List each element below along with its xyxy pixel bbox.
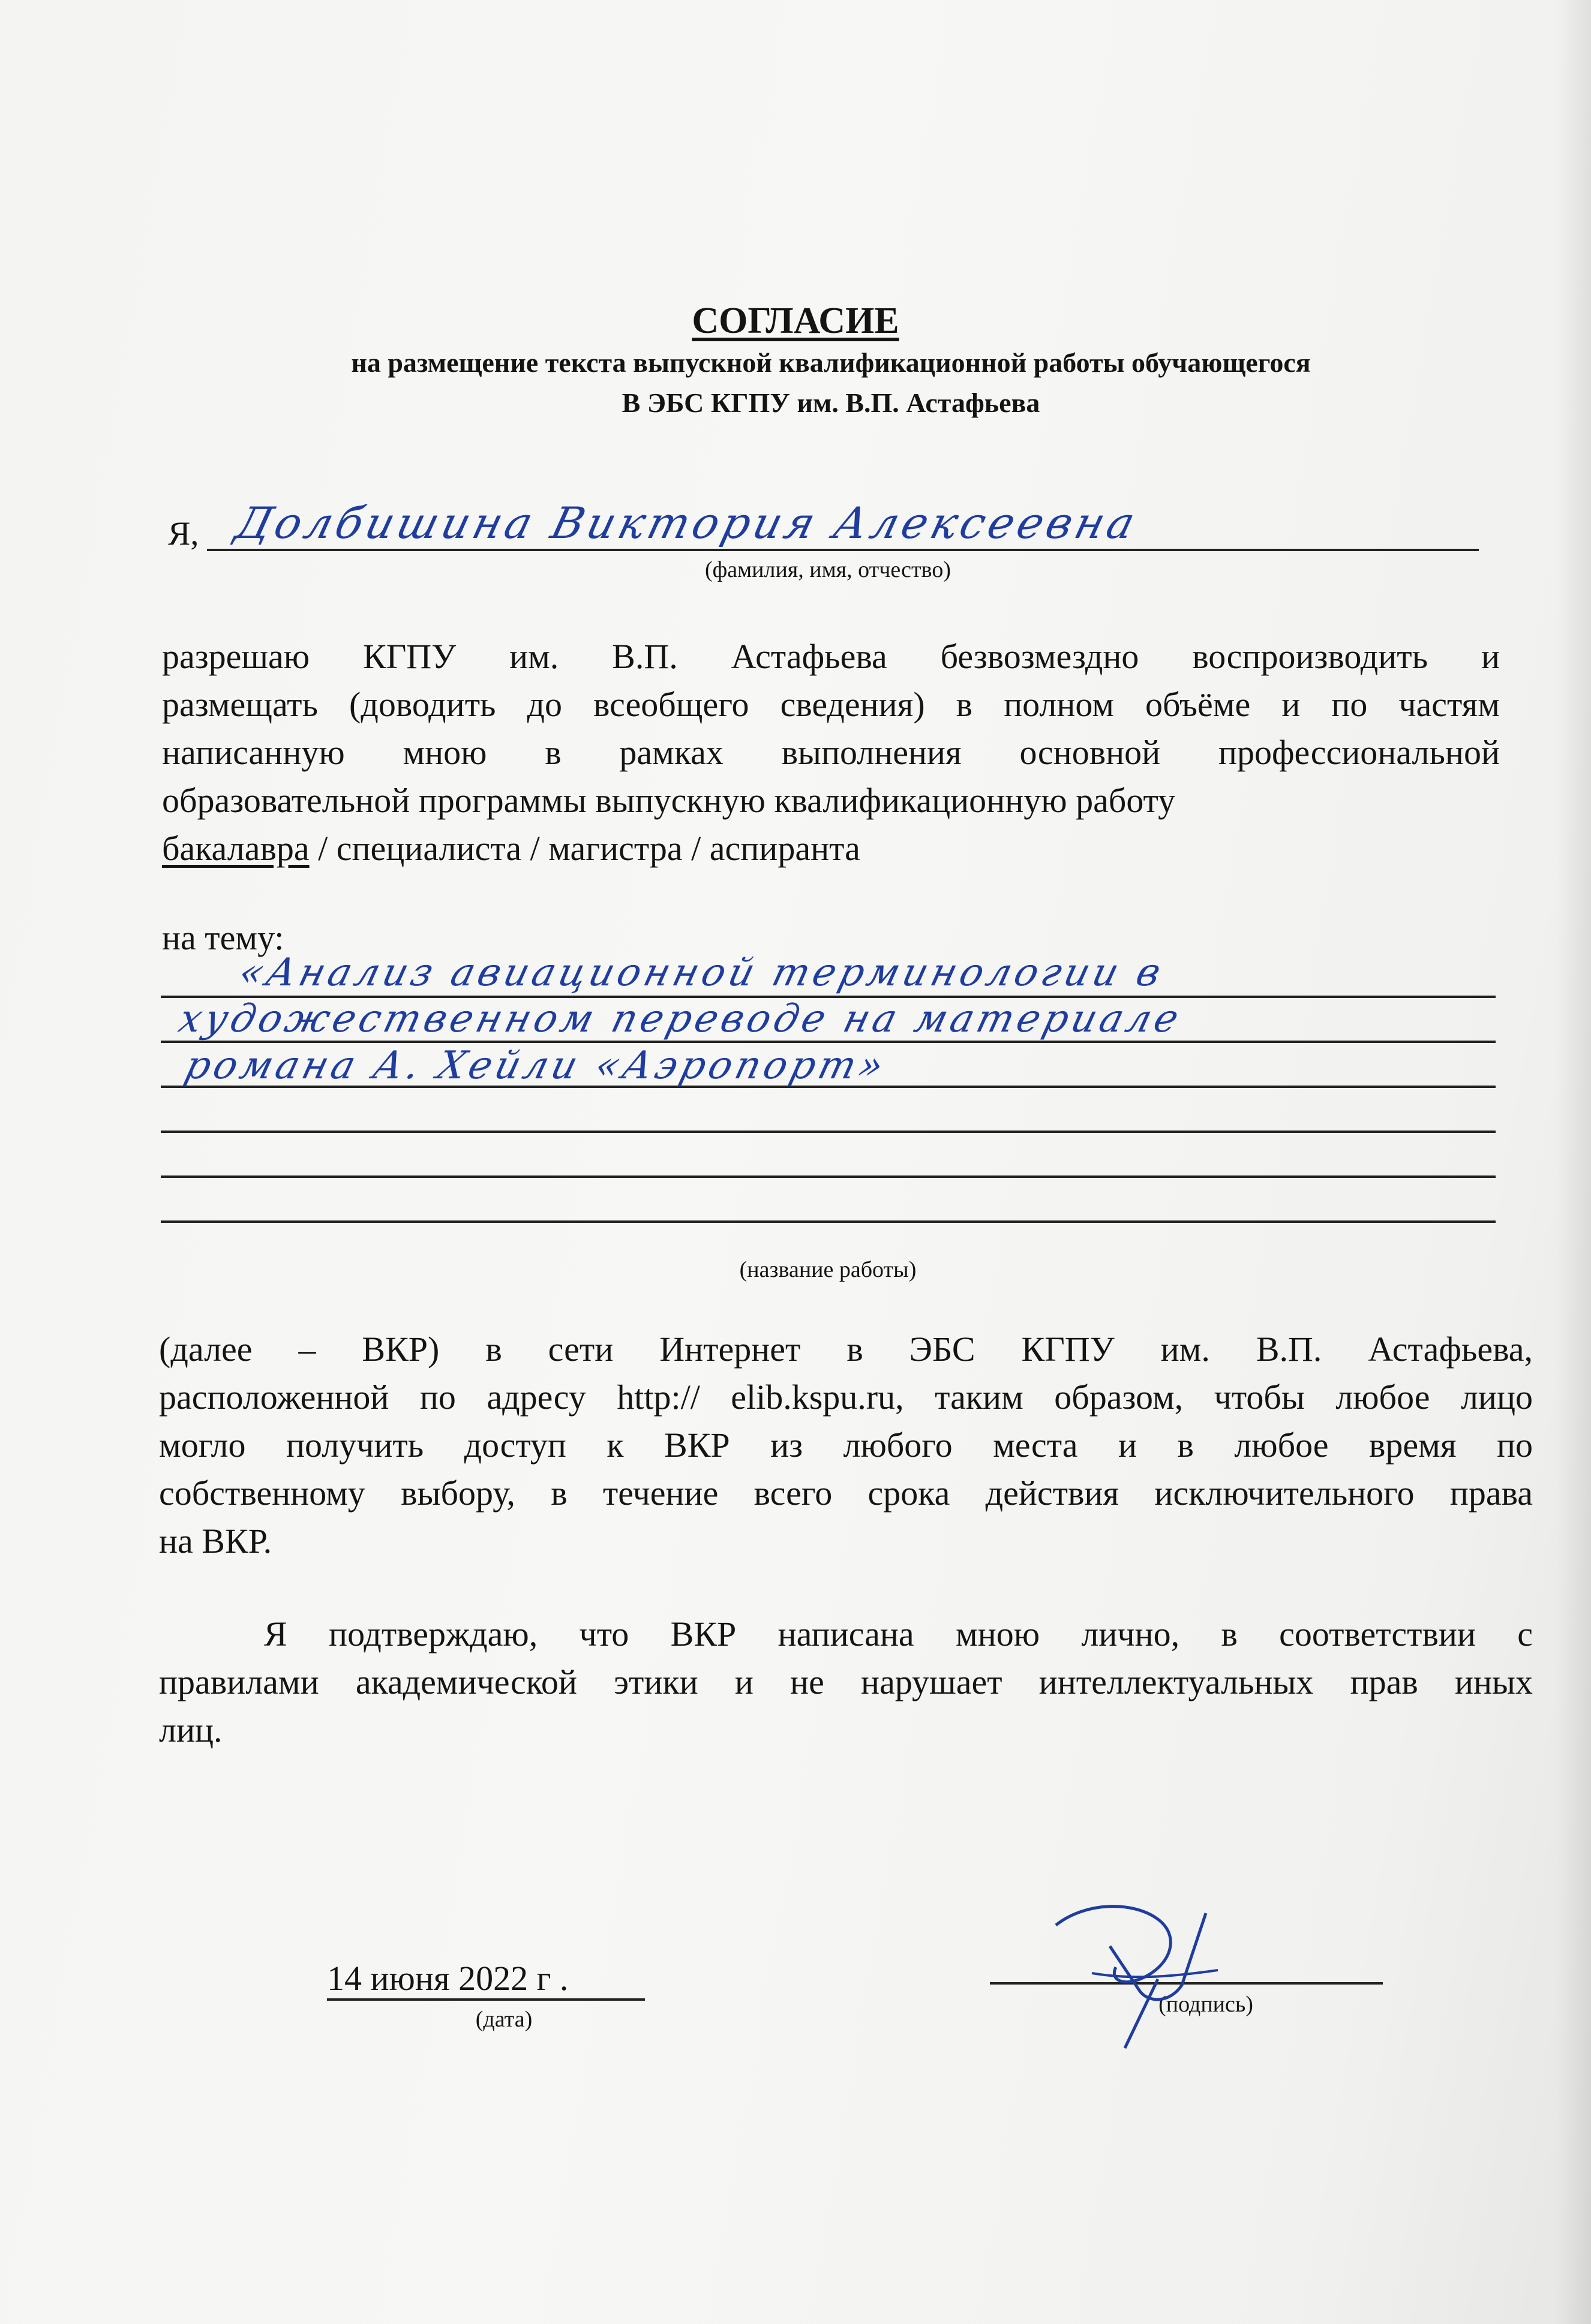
permission-line: размещать (доводить до всеобщего сведения) в полном объёме и по частям [162,685,1500,724]
document-subtitle-line1: на размещение текста выпускной квалификационной работы обучающегося [351,347,1311,378]
permission-line: написанную мною в рамках выполнения основной профессиональной [162,733,1500,772]
internet-line: расположенной по адресу http:// elib.kspu.ru, таким образом, чтобы любое лицо [159,1378,1533,1417]
degree-selected: бакалавра [162,829,310,868]
confirmation-line: правилами академической этики и не нарушает интеллектуальных прав иных [159,1662,1533,1701]
topic-label: на тему: [162,918,284,957]
handwritten-topic-line: «Анализ авиационной терминологии в [234,951,1169,995]
name-caption: (фамилия, имя, отчество) [704,557,951,582]
confirmation-paragraph [159,1610,1533,1754]
date-underline [327,1998,645,2001]
handwritten-name: Долбишина Виктория Алексеевна [230,498,1144,548]
date-value: 14 июня 2022 г . [327,1959,569,1998]
handwritten-signature [1020,1889,1272,2057]
internet-line: могло получить доступ к ВКР из любого места и в любое время по [159,1426,1533,1465]
internet-line: собственному выбору, в течение всего срока действия исключительного права [159,1474,1533,1513]
permission-paragraph [162,633,1500,873]
internet-paragraph [159,1325,1533,1565]
signature-caption: (подпись) [1158,1992,1253,2017]
name-underline [207,549,1479,551]
internet-line: на ВКР. [159,1522,272,1561]
ya-label: Я, [168,515,199,552]
date-caption: (дата) [475,2007,533,2032]
topic-line-4 [161,1131,1496,1133]
degree-options: / специалиста / магистра / аспиранта [309,829,860,868]
handwritten-topic-line: художественном переводе на материале [174,997,1187,1041]
confirmation-line: лиц. [159,1710,223,1749]
permission-line: разрешаю КГПУ им. В.П. Астафьева безвозмездно воспроизводить и [162,637,1500,676]
confirmation-line: Я подтверждаю, что ВКР написана мною лично, в соответствии с [264,1615,1533,1653]
handwritten-topic-line: романа А. Хейли «Аэропорт» [180,1044,892,1088]
document-subtitle-line2: В ЭБС КГПУ им. В.П. Астафьева [622,387,1040,418]
document-title: СОГЛАСИЕ [692,300,899,341]
permission-line: образовательной программы выпускную квалификационную работу [162,781,1176,820]
degree-line [162,825,1500,873]
internet-line: (далее – ВКР) в сети Интернет в ЭБС КГПУ им. В.П. Астафьева, [159,1330,1533,1369]
topic-line-5 [161,1175,1496,1178]
topic-caption: (название работы) [739,1257,917,1282]
topic-line-6 [161,1220,1496,1223]
